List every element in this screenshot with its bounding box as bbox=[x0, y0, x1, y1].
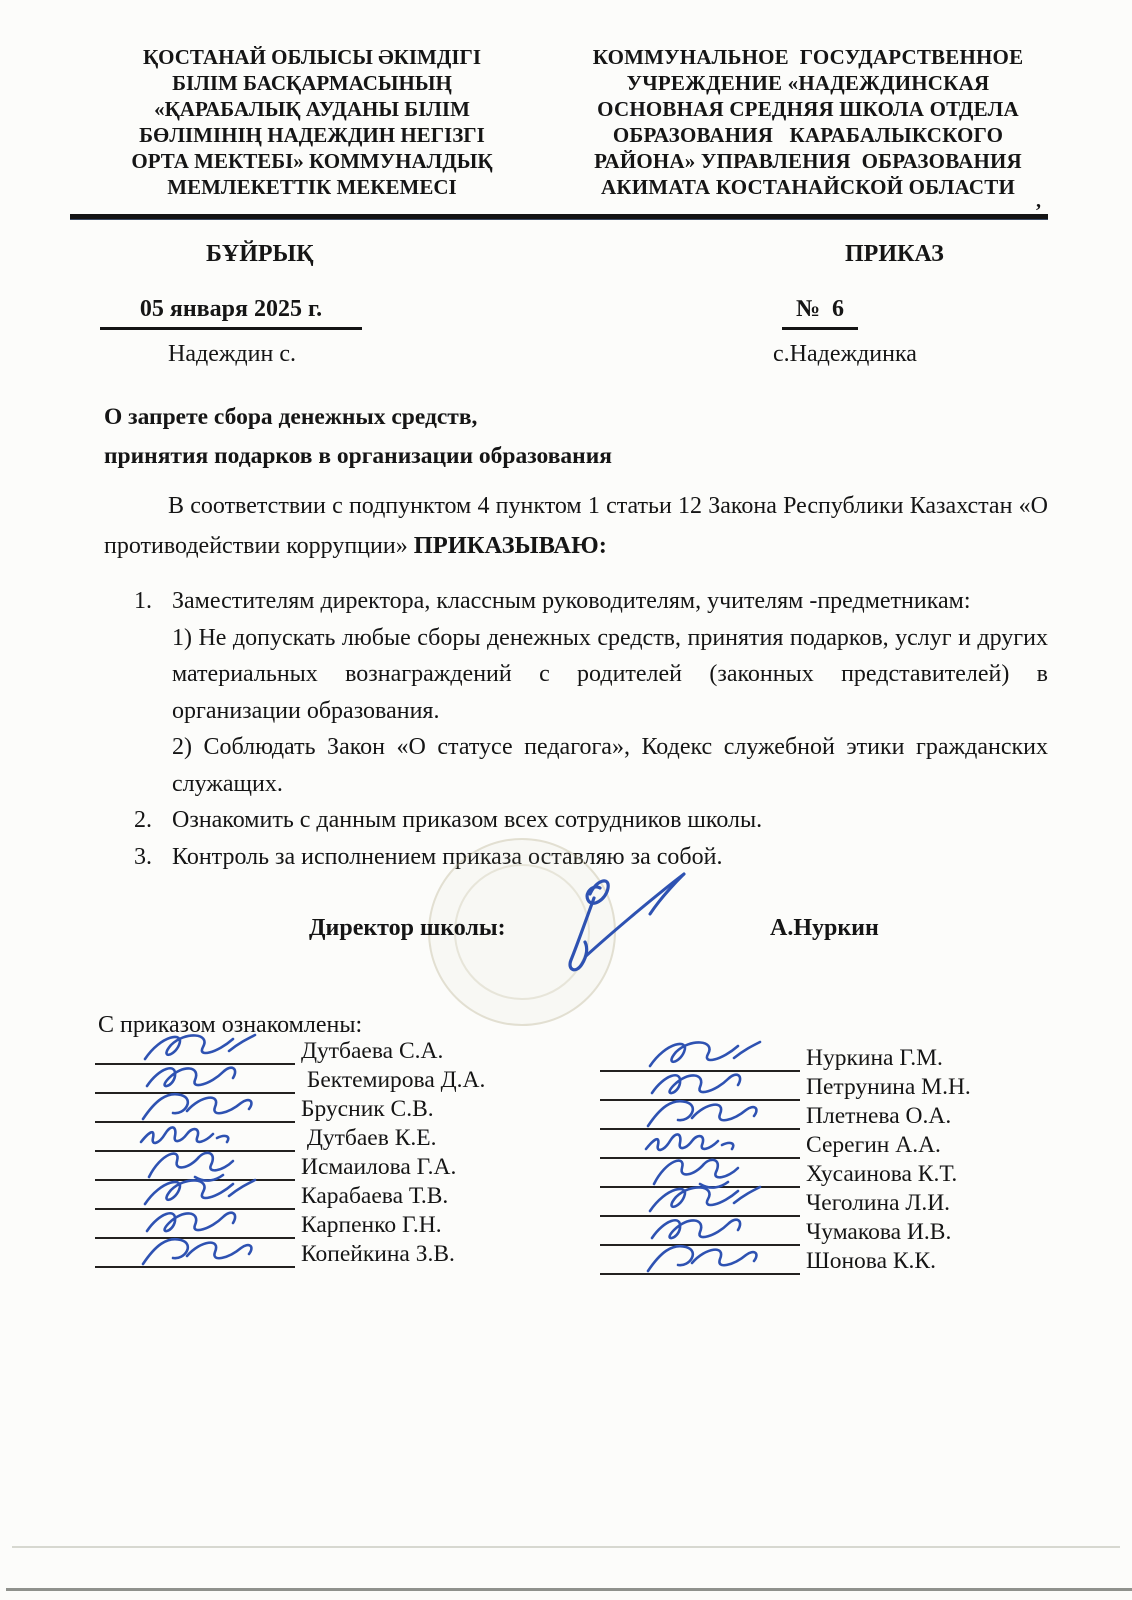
scan-edge-line bbox=[6, 1588, 1132, 1591]
acknowledgement-label: С приказом ознакомлены: bbox=[98, 1012, 363, 1038]
subject-line: О запрете сбора денежных средств, bbox=[104, 404, 478, 430]
letterhead-line: АКИМАТА КОСТАНАЙСКОЙ ОБЛАСТИ bbox=[600, 175, 1016, 199]
acknowledgement-column-right bbox=[600, 1043, 1070, 1275]
signatory-name: Чеголина Л.И. bbox=[806, 1190, 951, 1216]
signatory-name: Брусник С.В. bbox=[301, 1096, 434, 1122]
signatory-name: Петрунина М.Н. bbox=[806, 1074, 971, 1100]
signature-line bbox=[95, 1239, 295, 1268]
list-item-text: Заместителям директора, классным руководителям, учителям -предметникам: bbox=[172, 588, 971, 614]
signatory-name: Копейкина З.В. bbox=[301, 1241, 455, 1267]
list-item-number: 1. bbox=[134, 588, 152, 614]
ack-row bbox=[600, 1246, 1070, 1275]
letterhead-line: ҚОСТАНАЙ ОБЛЫСЫ ӘКІМДІГІ bbox=[142, 45, 482, 69]
list-subitem: 2) Соблюдать Закон «О статусе педагога», Кодекс служебной этики гражданских служащих. bbox=[172, 734, 1048, 797]
signatory-name: Дутбаев К.Е. bbox=[301, 1125, 437, 1151]
list-item-number: 3. bbox=[134, 843, 152, 870]
list-item-number: 2. bbox=[134, 807, 152, 833]
signature-scribble bbox=[642, 1237, 772, 1279]
signatory-name: Хусаинова К.Т. bbox=[806, 1161, 958, 1187]
letterhead-line: ОБРАЗОВАНИЯ КАРАБАЛЫКСКОГО bbox=[612, 123, 1004, 147]
list-subitem: 1) Не допускать любые сборы денежных средств, принятия подарков, услуг и других материальных вознаграждений с родителей (законных представителей) в организации образования. bbox=[172, 624, 1048, 724]
letterhead-line: БІЛІМ БАСҚАРМАСЫНЫҢ bbox=[172, 71, 452, 95]
intro-text: В соответствии с подпунктом 4 пунктом 1 статьи 12 Закона Республики Казахстан «О противодействии коррупции» bbox=[104, 493, 1048, 559]
letterhead-line: КОММУНАЛЬНОЕ ГОСУДАРСТВЕННОЕ bbox=[592, 45, 1024, 69]
letterhead-line: «ҚАРАБАЛЫҚ АУДАНЫ БІЛІМ bbox=[154, 97, 470, 121]
signatory-name: Шонова К.К. bbox=[806, 1248, 936, 1274]
signatory-name: Плетнева О.А. bbox=[806, 1103, 952, 1129]
letterhead-russian bbox=[560, 44, 1056, 200]
intro-resolution-word: ПРИКАЗЫВАЮ: bbox=[413, 532, 607, 559]
order-subject bbox=[104, 398, 1004, 476]
signatory-name: Нуркина Г.М. bbox=[806, 1045, 943, 1071]
signature-line bbox=[600, 1246, 800, 1275]
signatory-name: Исмаилова Г.А. bbox=[301, 1154, 457, 1180]
signatory-name: Дутбаева С.А. bbox=[301, 1038, 444, 1064]
order-date: 05 января 2025 г. bbox=[100, 296, 362, 330]
header-divider-rule bbox=[70, 214, 1048, 220]
letterhead-line: ОСНОВНАЯ СРЕДНЯЯ ШКОЛА ОТДЕЛА bbox=[597, 97, 1019, 121]
signatory-name: Карабаева Т.В. bbox=[301, 1183, 449, 1209]
directives-list bbox=[134, 583, 1048, 875]
letterhead-line: РАЙОНА» УПРАВЛЕНИЯ ОБРАЗОВАНИЯ bbox=[594, 149, 1022, 173]
ack-row bbox=[95, 1239, 565, 1268]
order-title-kazakh: БҰЙРЫҚ bbox=[206, 241, 314, 267]
letterhead-line: МЕМЛЕКЕТТІК МЕКЕМЕСІ bbox=[167, 175, 457, 199]
order-title-russian: ПРИКАЗ bbox=[845, 241, 944, 267]
letterhead-line: ОРТА МЕКТЕБІ» КОММУНАЛДЫҚ bbox=[131, 149, 493, 173]
signature-scribble bbox=[137, 1230, 267, 1272]
place-russian: с.Надеждинка bbox=[773, 341, 917, 367]
signatory-name: Чумакова И.В. bbox=[806, 1219, 952, 1245]
letterhead-line: УЧРЕЖДЕНИЕ «НАДЕЖДИНСКАЯ bbox=[626, 71, 990, 95]
list-item-text: Ознакомить с данным приказом всех сотрудников школы. bbox=[172, 807, 763, 833]
director-signature-scribble bbox=[538, 852, 728, 982]
place-kazakh: Надеждин с. bbox=[168, 341, 296, 367]
list-item-text: Контроль за исполнением приказа оставляю за собой. bbox=[172, 843, 723, 870]
letterhead-kazakh bbox=[96, 44, 528, 200]
intro-paragraph bbox=[104, 486, 1048, 566]
letterhead-line: БӨЛІМІНІҢ НАДЕЖДИН НЕГІЗГІ bbox=[139, 123, 485, 147]
director-label: Директор школы: bbox=[309, 915, 506, 941]
director-name: А.Нуркин bbox=[770, 915, 879, 941]
signatory-name: Бектемирова Д.А. bbox=[301, 1067, 486, 1093]
list-item bbox=[134, 583, 1048, 620]
subject-line: принятия подарков в организации образования bbox=[104, 443, 612, 469]
signatory-name: Карпенко Г.Н. bbox=[301, 1212, 442, 1238]
scan-artifact-line bbox=[12, 1546, 1120, 1548]
signatory-name: Серегин А.А. bbox=[806, 1132, 941, 1158]
list-item bbox=[134, 802, 1048, 839]
order-number: № 6 bbox=[782, 296, 858, 330]
stray-pen-mark: , bbox=[1036, 190, 1041, 212]
acknowledgement-column-left bbox=[95, 1036, 565, 1268]
